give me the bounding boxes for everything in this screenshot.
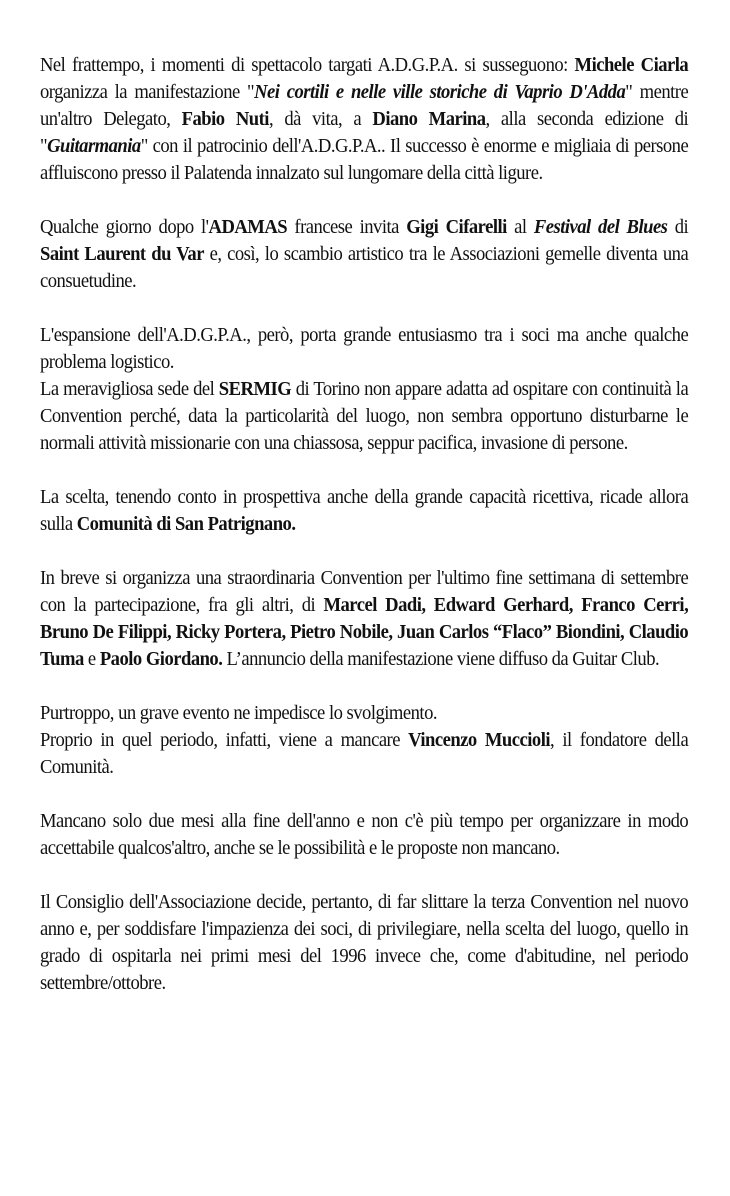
text-run: " mentre un'altro Delegato, [40, 81, 689, 130]
emphasis-title: Nei cortili e nelle ville storiche di Vaprio D'Adda [254, 81, 626, 103]
text-run: , il fondatore della Comunità. [40, 729, 689, 778]
emphasis-name: Fabio Nuti [181, 108, 269, 130]
paragraph-p7 [40, 700, 688, 727]
text-run: , dà vita, a [268, 108, 373, 130]
text-run: L'espansione dell'A.D.G.P.A., però, porta grande entusiasmo tra i soci ma anche qualche problema logistico. [40, 324, 689, 373]
paragraph-p10 [40, 889, 688, 997]
emphasis-name: Saint Laurent du Var [40, 243, 204, 265]
text-run: La meravigliosa sede del [40, 378, 219, 400]
emphasis-name: Paolo Giordano. [99, 648, 223, 670]
text-run: al [506, 216, 534, 238]
emphasis-title: Guitarmania [47, 135, 141, 157]
paragraph-p8 [40, 727, 688, 781]
emphasis-name: ADAMAS [208, 216, 288, 238]
text-run: di Torino non appare adatta ad ospitare con continuità la Convention perché, data la particolarità del luogo, non sembra opportuno disturbarne le normali attività missionarie con una chiassosa, seppur pacifica, invasione di persone. [40, 378, 689, 454]
text-run: L’annuncio della manifestazione viene diffuso da Guitar Club. [222, 648, 660, 670]
text-run: La scelta, tenendo conto in prospettiva anche della grande capacità ricettiva, ricade allora sulla [40, 486, 689, 535]
text-run: In breve si organizza una straordinaria Convention per l'ultimo fine settimana di settembre con la partecipazione, fra gli altri, di [40, 567, 689, 616]
emphasis-name: Gigi Cifarelli [406, 216, 507, 238]
emphasis-name: Diano Marina [372, 108, 486, 130]
paragraph-p1 [40, 52, 688, 187]
text-run: Purtroppo, un grave evento ne impedisce lo svolgimento. [40, 702, 438, 724]
text-run: Qualche giorno dopo l' [40, 216, 209, 238]
emphasis-title: Festival del Blues [533, 216, 668, 238]
text-run: Proprio in quel periodo, infatti, viene a mancare [40, 729, 409, 751]
text-run: organizza la manifestazione " [40, 81, 255, 103]
text-run: francese invita [287, 216, 407, 238]
paragraph-p5 [40, 484, 688, 538]
text-run: , alla seconda edizione di " [40, 108, 689, 157]
paragraph-p3 [40, 322, 688, 376]
paragraph-p2 [40, 214, 688, 295]
paragraph-p4 [40, 376, 688, 457]
text-run: Nel frattempo, i momenti di spettacolo targati A.D.G.P.A. si susseguono: [40, 54, 575, 76]
text-run: Mancano solo due mesi alla fine dell'anno e non c'è più tempo per organizzare in modo accettabile qualcos'altro, anche se le possibilità e le proposte non mancano. [40, 810, 689, 859]
emphasis-name: Vincenzo Muccioli [408, 729, 551, 751]
emphasis-name: Marcel Dadi, Edward Gerhard, Franco Cerri, Bruno De Filippi, Ricky Portera, Pietro Nobile, Juan Carlos “Flaco” Biondini, Claudio Tuma [40, 594, 689, 670]
emphasis-name: SERMIG [218, 378, 292, 400]
text-run: " con il patrocinio dell'A.D.G.P.A.. Il successo è enorme e migliaia di persone affluiscono presso il Palatenda innalzato sul lungomare della città ligure. [40, 135, 689, 184]
text-run: e [83, 648, 100, 670]
text-run: Il Consiglio dell'Associazione decide, pertanto, di far slittare la terza Convention nel nuovo anno e, per soddisfare l'impazienza dei soci, di privilegiare, nella scelta del luogo, quello in grado di ospitarla nei primi mesi del 1996 invece che, come d'abitudine, nel periodo settembre/ottobre. [40, 891, 689, 994]
document-body [40, 52, 688, 1024]
emphasis-name: Michele Ciarla [574, 54, 689, 76]
text-run: e, così, lo scambio artistico tra le Associazioni gemelle diventa una consuetudine. [40, 243, 689, 292]
text-run: di [667, 216, 689, 238]
emphasis-name: Comunità di San Patrignano. [76, 513, 296, 535]
paragraph-p6 [40, 565, 688, 673]
paragraph-p9 [40, 808, 688, 862]
